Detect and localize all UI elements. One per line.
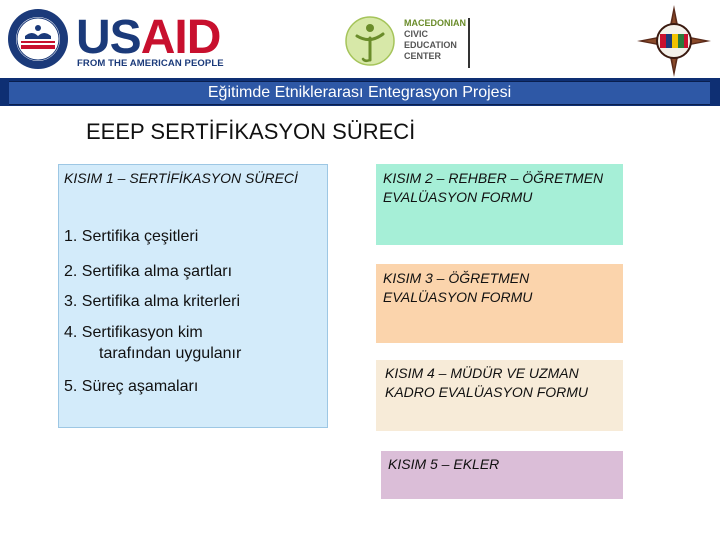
page-title: EEEP SERTİFİKASYON SÜRECİ xyxy=(86,119,416,144)
part1-item: 1. Sertifika çeşitleri xyxy=(64,228,199,245)
project-banner xyxy=(0,78,720,106)
part2-heading: KISIM 2 – REHBER – ÖĞRETMEN EVALÜASYON FORMU xyxy=(383,170,604,205)
banner-title: Eğitimde Etniklerarası Entegrasyon Projesi xyxy=(207,84,512,101)
banner-bar xyxy=(9,81,710,105)
usaid-wordmark: USAID xyxy=(76,11,221,64)
usaid-seal-icon xyxy=(7,8,69,70)
part4-box xyxy=(376,360,623,431)
part5-heading: KISIM 5 – EKLER xyxy=(388,456,500,472)
usaid-tagline: FROM THE AMERICAN PEOPLE xyxy=(77,58,224,69)
part1-box xyxy=(58,164,328,428)
part4-heading: KISIM 4 – MÜDÜR VE UZMAN KADRO EVALÜASYON FORMU xyxy=(385,365,589,400)
part1-item: 2. Sertifika alma şartları xyxy=(64,263,233,280)
mcec-divider xyxy=(468,18,470,68)
part2-box xyxy=(376,164,623,245)
part1-item-continuation: tarafından uygulanır xyxy=(99,345,242,362)
part1-heading: KISIM 1 – SERTİFİKASYON SÜRECİ xyxy=(64,170,298,186)
header xyxy=(0,0,720,80)
part1-item-line: 4. Sertifikasyon kim xyxy=(64,324,203,341)
part3-heading: KISIM 3 – ÖĞRETMEN EVALÜASYON FORMU xyxy=(383,270,533,305)
part3-box xyxy=(376,264,623,343)
part1-item: 5. Süreç aşamaları xyxy=(64,378,199,395)
mcec-name: MACEDONIAN CIVIC EDUCATION CENTER xyxy=(404,18,466,61)
part1-item: 3. Sertifika alma kriterleri xyxy=(64,293,241,310)
part5-box xyxy=(381,451,623,499)
mcec-figure-icon xyxy=(345,14,395,68)
compass-flags-icon xyxy=(636,4,712,78)
part1-item xyxy=(64,322,241,364)
